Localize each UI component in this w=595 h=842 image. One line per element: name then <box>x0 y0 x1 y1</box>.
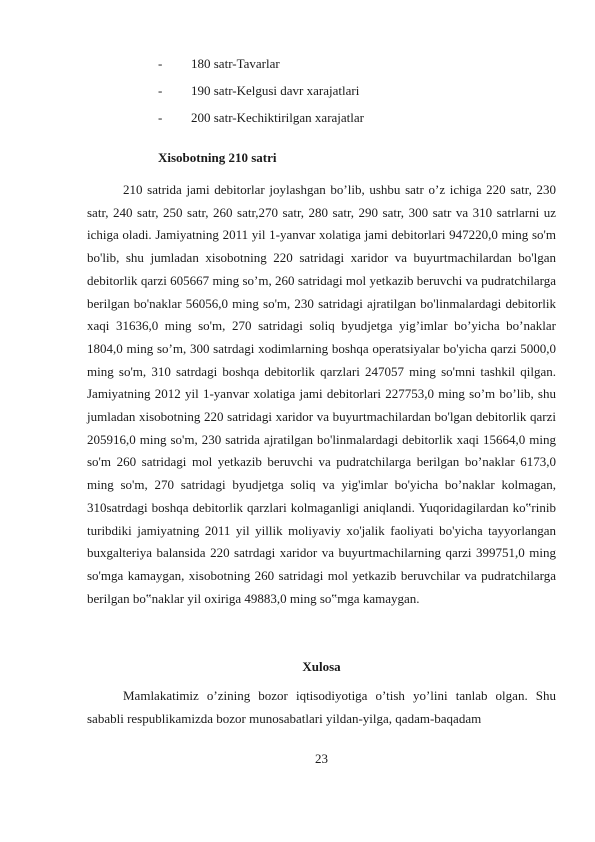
list-item <box>158 56 558 83</box>
line-item-list <box>158 56 558 137</box>
list-item <box>158 110 558 137</box>
list-item-text: 180 satr-Tavarlar <box>191 56 280 71</box>
section-heading: Xisobotning 210 satri <box>158 150 277 165</box>
list-dash: - <box>158 56 163 71</box>
conclusion-heading: Xulosa <box>302 659 341 674</box>
page-number: 23 <box>315 751 328 766</box>
list-dash: - <box>158 110 163 125</box>
list-item-text: 200 satr-Kechiktirilgan xarajatlar <box>191 110 364 125</box>
list-dash: - <box>158 83 163 98</box>
section-paragraph: 210 satrida jami debitorlar joylashgan bo’lib, ushbu satr o’z ichiga 220 satr, 230 satr, 240 satr, 250 satr, 260 satr,270 satr, 280 satr, 290 satr, 300 satr va 310 satrlarni uz ichiga oladi. Jamiyatning 2011 yil 1-yanvar xolatiga jami debitorlari 947220,0 ming so'm bo'lib, shu jumladan xisobotning 220 satridagi xaridor va buyurtmachilardan bo'lgan debitorlik qarzi 605667 ming so’m, 260 satridagi mol yetkazib beruvchi va pudratchilarga berilgan bo'naklar 56056,0 ming so'm, 230 satridagi ajratilgan bo'linmalardagi debitorlik xaqi 31636,0 ming so'm, 270 satridagi soliq byudjetga yig’imlar bo’yicha bo’naklar 1804,0 ming so’m, 300 satrdagi xodimlarning boshqa operatsiyalar bo'yicha qarzi 5000,0 ming so'm, 310 satrdagi boshqa debitorlik qarzlari 247057 ming so'mni tashkil qilgan. Jamiyatning 2012 yil 1-yanvar xolatiga jami debitorlari 227753,0 ming so’m bo’lib, shu jumladan xisobotning 220 satridagi xaridor va buyurtmachilardan bo'lgan debitorlik qarzi 205916,0 ming so'm, 230 satrida ajratilgan bo'linmalardagi debitorlik xaqi 15664,0 ming so'm 260 satridagi mol yetkazib beruvchi va pudratchilarga berilgan bo’naklar 6173,0 ming so'm, 270 satridagi byudjetga soliq va yig'imlar bo'yicha bo’naklar kolmagan, 310satrdagi boshqa debitorlik qarzlari kolmaganligi aniqlandi. Yuqoridagilardan ko‟rinib turibdiki jamiyatning 2011 yil yillik moliyaviy xo'jalik faoliyati bo'yicha tayyorlangan buxgalteriya balansida 220 satrdagi xaridor va buyurtmachilarning qarzi 399751,0 ming so'mga kamaygan, xisobotning 260 satridagi mol yetkazib beruvchilar va pudratchilarga berilgan bo‟naklar yil oxiriga 49883,0 ming so‟mga kamaygan. <box>87 182 556 606</box>
list-item-text: 190 satr-Kelgusi davr xarajatlari <box>191 83 360 98</box>
list-item <box>158 83 558 110</box>
conclusion-paragraph: Mamlakatimiz o’zining bozor iqtisodiyotiga o’tish yo’lini tanlab olgan. Shu sababli respublikamizda bozor munosabatlari yildan-yilga, qadam-baqadam <box>87 688 556 726</box>
